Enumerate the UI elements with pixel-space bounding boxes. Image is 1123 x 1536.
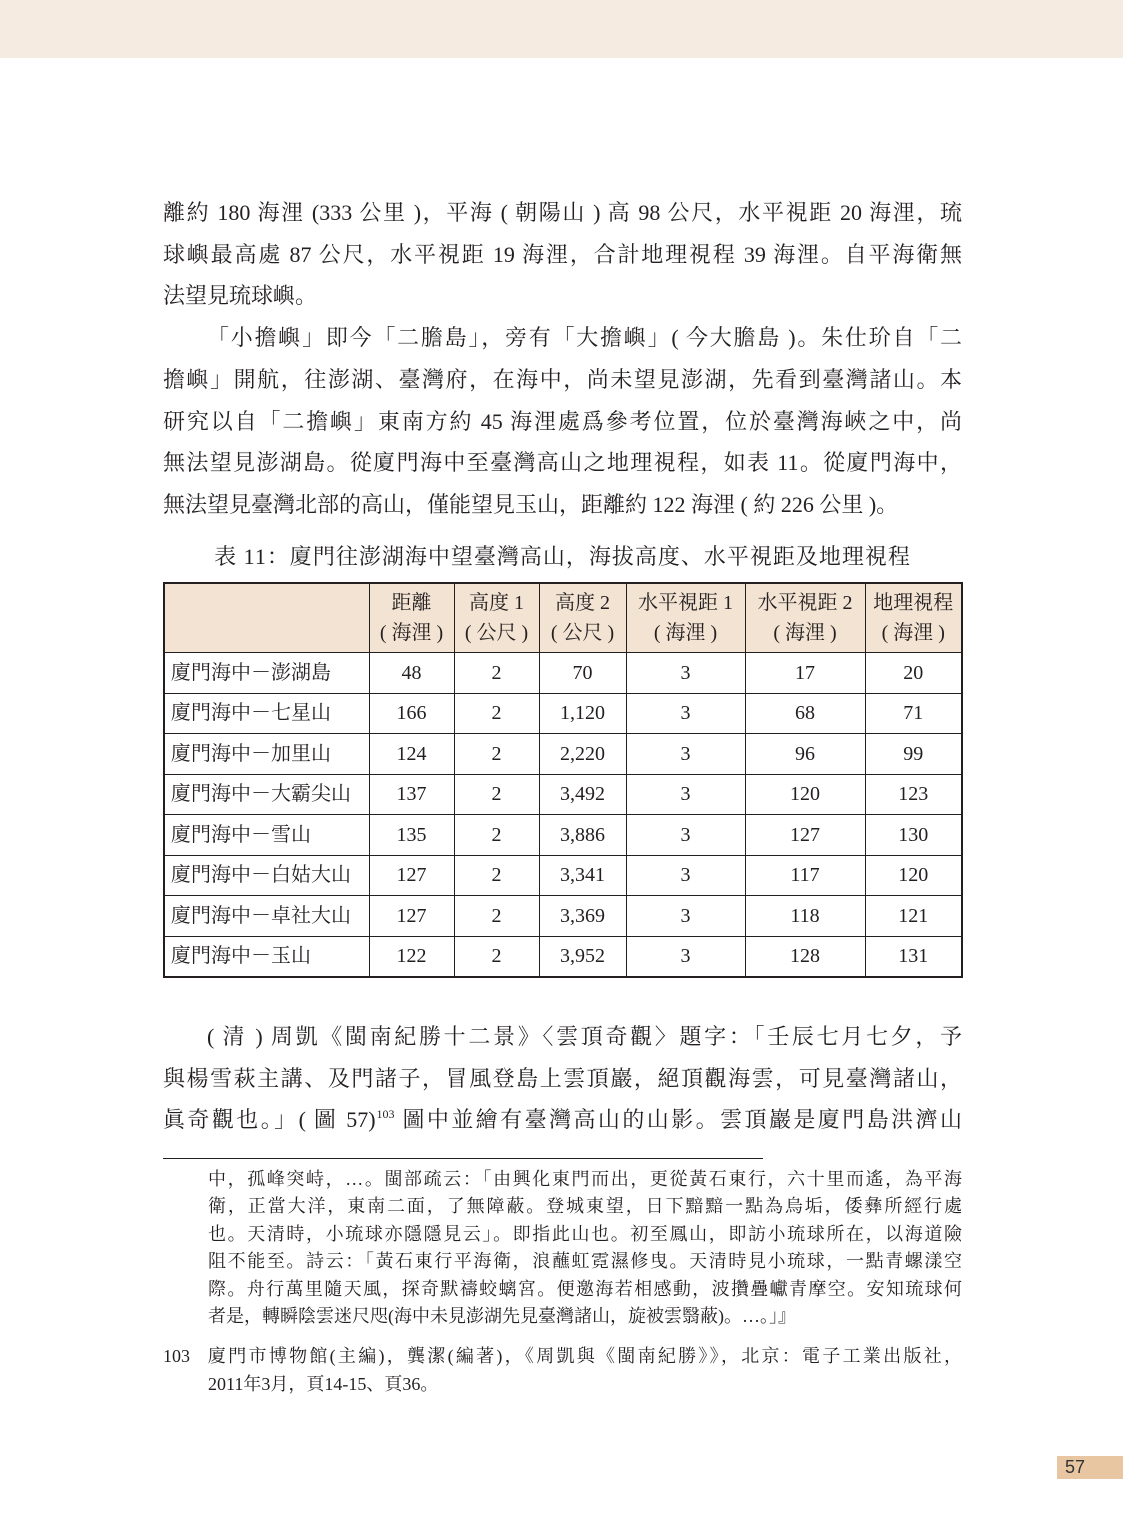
paragraph-2-line-2: 擔嶼」開航，往澎湖、臺灣府，在海中，尚未望見澎湖，先看到臺灣諸山。本	[163, 366, 962, 392]
cell-distance: 135	[369, 815, 454, 856]
col-header-distance	[369, 583, 454, 653]
cell-horizontal-range-2: 68	[745, 693, 865, 734]
cell-distance: 127	[369, 855, 454, 896]
cell-distance: 166	[369, 693, 454, 734]
paragraph-1-line-1: 離約 180 海浬 (333 公里 )，平海 ( 朝陽山 ) 高 98 公尺，水平視距 20 海浬，琉	[163, 200, 962, 225]
cell-geographic-range: 71	[865, 693, 962, 734]
cell-distance: 124	[369, 734, 454, 775]
table-row	[164, 693, 962, 734]
cell-height-2: 1,120	[539, 693, 626, 734]
footnote-line: 阻不能至。詩云：「黃石東行平海衛，浪蘸虹霓濕修曳。天清時見小琉球，一點青螺漾空	[208, 1251, 962, 1272]
cell-horizontal-range-1: 3	[626, 815, 745, 856]
cell-geographic-range: 121	[865, 896, 962, 937]
page-number: 57	[1065, 1457, 1086, 1477]
cell-height-1: 2	[454, 855, 539, 896]
cell-geographic-range: 123	[865, 774, 962, 815]
col-header-height-1	[454, 583, 539, 653]
col-header-label: 地理視程	[873, 592, 954, 614]
cell-distance: 137	[369, 774, 454, 815]
cell-horizontal-range-2: 127	[745, 815, 865, 856]
header-empty-cell	[164, 583, 369, 653]
footnote-103	[208, 1342, 962, 1398]
paragraph-1-line-3: 法望見琉球嶼。	[163, 283, 318, 309]
paragraph-3-line-3-end: 圖中並繪有臺灣高山的山影。雲頂巖是廈門島洪濟山	[394, 1107, 962, 1132]
paragraph-1-line-2: 球嶼最高處 87 公尺，水平視距 19 海浬，合計地理視程 39 海浬。自平海衛無	[163, 241, 962, 267]
col-header-horizontal-range-2	[745, 583, 865, 653]
paragraph-2-line-1: 「小擔嶼」即今「二膽島」，旁有「大擔嶼」( 今大膽島 )。朱仕玠自「二	[207, 325, 962, 351]
data-table	[163, 582, 963, 978]
col-header-unit: ( 公尺 )	[550, 622, 615, 644]
paragraph-3-line-3-start: 眞奇觀也。」( 圖 57)	[163, 1107, 376, 1132]
cell-geographic-range: 20	[865, 653, 962, 694]
footnote-separator	[163, 1158, 763, 1159]
cell-horizontal-range-1: 3	[626, 693, 745, 734]
footnote-line: 也。天清時，小琉球亦隱隱見云」。即指此山也。初至鳳山，即訪小琉球所在，以海道險	[208, 1223, 962, 1244]
paragraph-2-line-5: 無法望見臺灣北部的高山，僅能望見玉山，距離約 122 海浬 ( 約 226 公里 )。	[163, 491, 899, 517]
table-row	[164, 936, 962, 977]
paragraph-2-line-3: 研究以自「二擔嶼」東南方約 45 海浬處爲參考位置，位於臺灣海峽之中，尚	[163, 408, 962, 434]
cell-distance: 127	[369, 896, 454, 937]
cell-height-1: 2	[454, 653, 539, 694]
cell-height-1: 2	[454, 896, 539, 937]
col-header-label: 高度 2	[555, 592, 610, 614]
cell-horizontal-range-2: 128	[745, 936, 865, 977]
row-label: 廈門海中－白姑大山	[164, 855, 369, 896]
cell-height-1: 2	[454, 693, 539, 734]
paragraph-3-line-2: 與楊雪萩主講、及門諸子，冒風登島上雲頂巖，絕頂觀海雲，可見臺灣諸山，	[163, 1065, 962, 1091]
cell-height-2: 3,952	[539, 936, 626, 977]
footnote-reference-103: 103	[376, 1107, 395, 1121]
footnote-line: 2011年3月，頁14-15、頁36。	[208, 1374, 439, 1394]
top-header-band	[0, 0, 1123, 58]
col-header-horizontal-range-1	[626, 583, 745, 653]
cell-horizontal-range-1: 3	[626, 734, 745, 775]
table-row	[164, 774, 962, 815]
cell-height-2: 3,492	[539, 774, 626, 815]
footnote-line: 者是，轉瞬陰雲迷尺咫(海中未見澎湖先見臺灣諸山，旋被雲翳蔽)。…。」』	[208, 1306, 796, 1327]
paragraph-3	[163, 1016, 962, 1141]
paragraph-1	[163, 192, 962, 317]
footnote-line: 衛，正當大洋，東南二面，了無障蔽。登城東望，日下黯黯一點為烏垢，倭彝所經行處	[208, 1196, 962, 1217]
cell-geographic-range: 131	[865, 936, 962, 977]
cell-distance: 122	[369, 936, 454, 977]
row-label: 廈門海中－玉山	[164, 936, 369, 977]
footnote-line: 廈門市博物館(主編)，龔潔(編著)，《周凱與《閩南紀勝》》，北京：電子工業出版社，	[208, 1346, 962, 1366]
cell-horizontal-range-2: 120	[745, 774, 865, 815]
row-label: 廈門海中－七星山	[164, 693, 369, 734]
cell-height-1: 2	[454, 774, 539, 815]
table-row	[164, 896, 962, 937]
cell-horizontal-range-2: 96	[745, 734, 865, 775]
cell-horizontal-range-1: 3	[626, 855, 745, 896]
paragraph-3-line-1: ( 清 ) 周凱《閩南紀勝十二景》〈雲頂奇觀〉題字：「壬辰七月七夕，予	[207, 1024, 962, 1049]
cell-height-2: 70	[539, 653, 626, 694]
table-row	[164, 855, 962, 896]
cell-height-2: 3,886	[539, 815, 626, 856]
footnote-line: 際。舟行萬里隨天風，探奇默禱蛟螭宮。便邀海若相感動，波攢疊巘青摩空。安知琉球何	[208, 1278, 962, 1299]
cell-geographic-range: 99	[865, 734, 962, 775]
cell-horizontal-range-1: 3	[626, 936, 745, 977]
footnote-continued	[208, 1166, 962, 1330]
table-row	[164, 653, 962, 694]
table-header-row	[164, 583, 962, 653]
cell-height-1: 2	[454, 734, 539, 775]
cell-height-2: 2,220	[539, 734, 626, 775]
col-header-unit: ( 公尺 )	[464, 622, 529, 644]
page-number-tab	[1057, 1456, 1123, 1479]
col-header-unit: ( 海浬 )	[379, 622, 444, 644]
cell-horizontal-range-1: 3	[626, 774, 745, 815]
main-text-upper	[163, 192, 962, 526]
cell-height-2: 3,341	[539, 855, 626, 896]
col-header-unit: ( 海浬 )	[881, 622, 945, 644]
row-label: 廈門海中－卓社大山	[164, 896, 369, 937]
cell-geographic-range: 130	[865, 815, 962, 856]
footnote-line: 中，孤峰突峙，…。閩部疏云：「由興化東門而出，更從黃石東行，六十里而遙，為平海	[208, 1169, 962, 1189]
col-header-label: 水平視距 2	[757, 592, 853, 614]
row-label: 廈門海中－大霸尖山	[164, 774, 369, 815]
table-row	[164, 734, 962, 775]
row-label: 廈門海中－澎湖島	[164, 653, 369, 694]
col-header-unit: ( 海浬 )	[653, 622, 718, 644]
cell-height-1: 2	[454, 936, 539, 977]
paragraph-2-line-4: 無法望見澎湖島。從廈門海中至臺灣高山之地理視程，如表 11。從廈門海中，	[163, 450, 962, 476]
table-row	[164, 815, 962, 856]
cell-horizontal-range-2: 17	[745, 653, 865, 694]
cell-horizontal-range-2: 117	[745, 855, 865, 896]
col-header-label: 水平視距 1	[638, 592, 733, 614]
cell-height-1: 2	[454, 815, 539, 856]
cell-horizontal-range-1: 3	[626, 653, 745, 694]
col-header-height-2	[539, 583, 626, 653]
row-label: 廈門海中－加里山	[164, 734, 369, 775]
footnote-number-103: 103	[163, 1346, 190, 1366]
col-header-label: 高度 1	[469, 592, 524, 614]
table-caption: 表 11：廈門往澎湖海中望臺灣高山，海拔高度、水平視距及地理視程	[214, 544, 911, 569]
paragraph-3-line-3	[163, 1099, 962, 1141]
col-header-label: 距離	[391, 592, 432, 614]
col-header-unit: ( 海浬 )	[773, 622, 837, 644]
cell-horizontal-range-1: 3	[626, 896, 745, 937]
paragraph-2	[163, 317, 962, 526]
col-header-geographic-range	[865, 583, 962, 653]
cell-geographic-range: 120	[865, 855, 962, 896]
row-label: 廈門海中－雪山	[164, 815, 369, 856]
cell-height-2: 3,369	[539, 896, 626, 937]
cell-horizontal-range-2: 118	[745, 896, 865, 937]
cell-distance: 48	[369, 653, 454, 694]
